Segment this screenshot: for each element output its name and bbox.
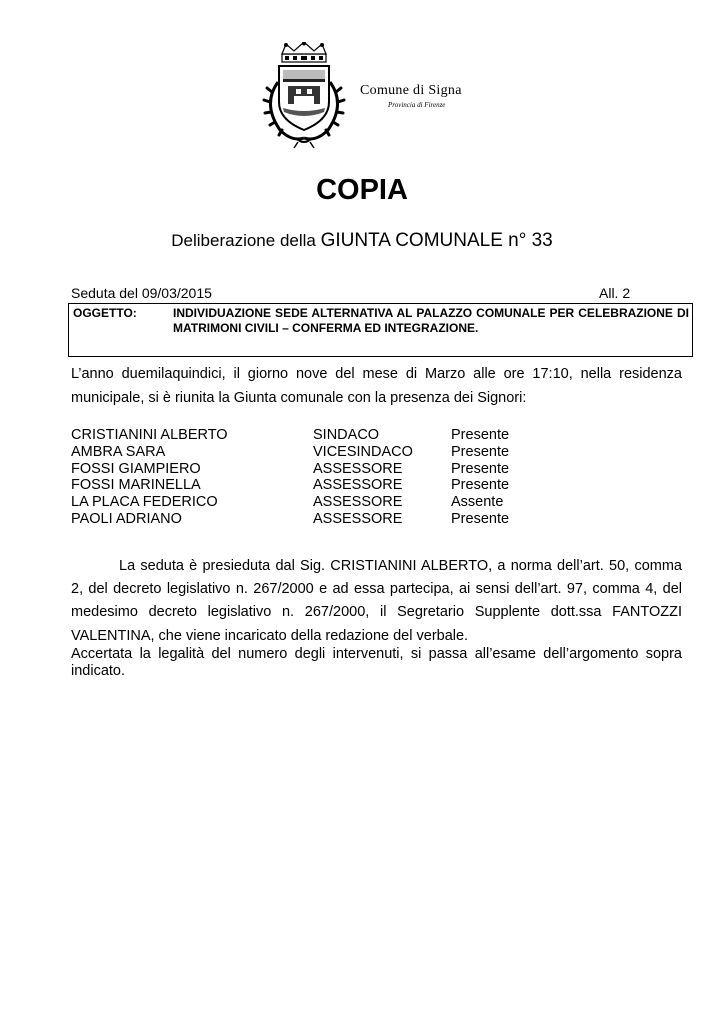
member-name: AMBRA SARA [71,443,166,460]
deliberation-body: GIUNTA COMUNALE n° 33 [320,230,553,251]
member-status: Presente [451,460,510,477]
member-role: SINDACO [313,427,380,443]
member-role: ASSESSORE [313,494,403,511]
subject-label: OGGETTO: [73,306,137,320]
member-name: FOSSI GIAMPIERO [71,460,201,477]
member-role: ASSESSORE [313,477,403,494]
member-name: FOSSI MARINELLA [71,477,201,494]
subject-text: INDIVIDUAZIONE SEDE ALTERNATIVA AL PALAZZO COMUNALE PER CELEBRAZIONE DI MATRIMONI CIVILI – CONFERMA ED INTEGRAZIONE. [173,306,689,335]
deliberation-title [0,230,724,252]
member-role: ASSESSORE [313,460,403,477]
member-role: VICESINDACO [313,443,413,460]
member-status: Presente [451,510,510,527]
copy-label: COPIA [316,174,408,206]
presidency-paragraph: La seduta è presieduta dal Sig. CRISTIANINI ALBERTO, a norma dell’art. 50, comma 2, del decreto legislativo n. 267/2000 e ad essa partecipa, ai sensi dell’art. 97, comma 4, del medesimo decreto legislativo n. 267/2000, il Segretario Supplente dott.ssa FANTOZZI VALENTINA, che viene incaricato della redazione del verbale. [71,558,682,644]
closing-paragraph: Accertata la legalità del numero degli intervenuti, si passa all’esame dell’argomento sopra indicato. [71,646,682,679]
session-date: Seduta del 09/03/2015 [71,285,212,301]
member-name: CRISTIANINI ALBERTO [71,427,228,443]
coat-of-arms-logo [258,42,350,150]
member-status: Presente [451,443,510,460]
member-status: Presente [451,427,510,443]
intro-paragraph: L’anno duemilaquindici, il giorno nove del mese di Marzo alle ore 17:10, nella residenza municipale, si è riunita la Giunta comunale con la presenza dei Signori: [71,366,682,406]
province-name: Provincia di Firenze [388,101,446,109]
subject-box [68,303,693,357]
deliberation-prefix: Deliberazione della [171,231,316,250]
member-name: LA PLACA FEDERICO [71,494,218,511]
member-name: PAOLI ADRIANO [71,510,182,527]
member-role: ASSESSORE [313,510,403,527]
municipality-name: Comune di Signa [360,83,462,98]
member-status: Presente [451,477,510,494]
member-status: Assente [451,494,504,511]
attachment-number: All. 2 [599,285,631,301]
